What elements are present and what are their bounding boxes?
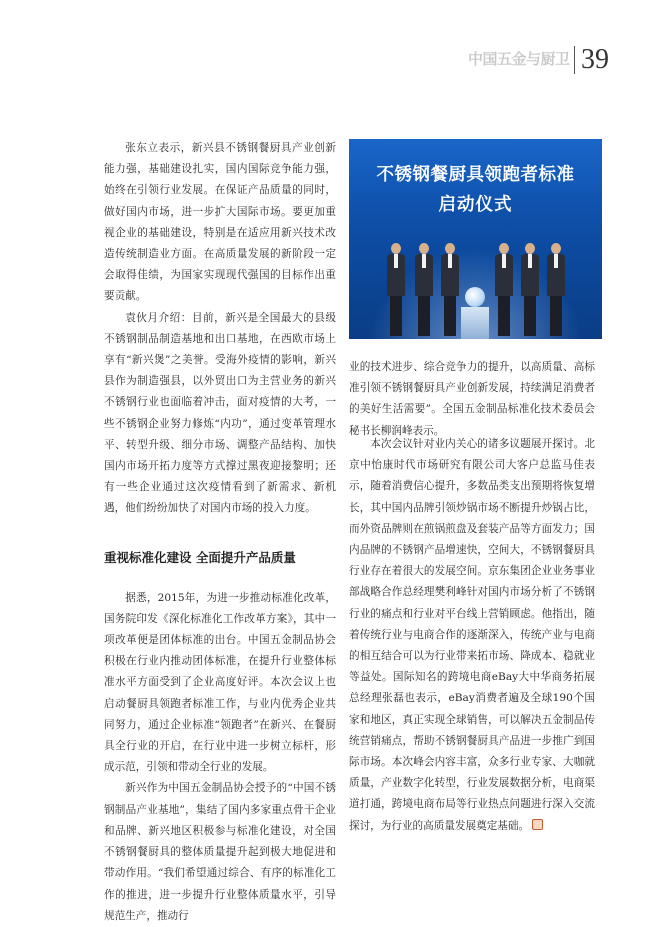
photo-banner-subtitle: 启动仪式 <box>438 195 513 215</box>
page-number: 39 <box>581 44 609 75</box>
paragraph-continuation: 业的技术进步、综合竞争力的提升，以高质量、高标准引领不锈钢餐厨具产业创新发展，持续满足消费者的美好生活需要”。全国五金制品标准化技术委员会秘书长柳润峰表示。 <box>349 361 595 437</box>
person-figure <box>387 243 405 339</box>
paragraph: 张东立表示，新兴县不锈钢餐厨具产业创新能力强，基础建设扎实，国内国际竞争能力强，始终在引领行业发展。在保证产品质量的同时，做好国内市场，进一步扩大国际市场。要更加重视企业的基础建设，特别是在适应用新兴技术改造传统制造业方面。在高质量发展的新阶段一定会取得佳绩，为国家实现现代强国的目标作出重要贡献。 <box>104 142 336 303</box>
paragraph: 新兴作为中国五金制品协会授予的“中国不锈钢制品产业基地”，集结了国内多家重点骨干企业和品牌、新兴地区积极参与标准化建设，对全国不锈钢餐厨具的整体质量提升起到极大地促进和带动作用。“我们希望通过综合、有序的标准化工作的推进，进一步提升行业整体质量水平，引导规范生产，推动行 <box>104 782 336 922</box>
person-figure <box>495 243 513 339</box>
person-figure <box>441 243 459 339</box>
header-divider <box>574 46 575 74</box>
event-photo <box>349 139 602 339</box>
photo-banner-title: 不锈钢餐厨具领跑者标准 <box>376 165 575 185</box>
magazine-brand: 中国五金与厨卫 <box>468 50 570 68</box>
article-end-icon <box>532 819 543 830</box>
paragraph: 袁伙月介绍：目前，新兴是全国最大的县级不锈钢制品制造基地和出口基地，在西欧市场上享有“新兴煲”之美誉。受海外疫情的影响，新兴县作为制造强县，以外贸出口为主营业务的新兴不锈钢行业也面临着冲击，面对疫情的大考，一些不锈钢企业努力修炼“内功”，通过变革管理水平、转型升级、细分市场、调整产品结构、加快国内市场开拓力度等方式撑过黑夜迎接黎明；还有一些企业通过这次疫情看到了新需求、新机遇，他们纷纷加快了对国内市场的投入力度。 <box>104 311 336 515</box>
person-figure <box>547 243 565 339</box>
person-figure <box>521 243 539 339</box>
paragraph: 据悉，2015年，为进一步推动标准化改革，国务院印发《深化标准化工作改革方案》，其中一项改革便是团体标准的出台。中国五金制品协会积极在行业内推动团体标准，在提升行业整体标准水平方面受到了企业高度好评。本次会议上也启动餐厨具领跑者标准工作，与业内优秀企业共同努力，通过企业标准“领跑者”在新兴、在餐厨具全行业的开启，在行业中进一步树立标杆，形成示范，引领和带动全行业的发展。 <box>104 591 336 774</box>
launch-orb <box>465 287 485 307</box>
right-column <box>349 434 595 837</box>
paragraph-text: 本次会议针对业内关心的诸多议题展开探讨。北京中怡康时代市场研究有限公司大客户总监马佳表示，随着消费信心提升，多数品类支出预期将恢复增长，其中国内品牌引领炒锅市场不断提升炒锅占比，而外资品牌则在煎锅煎盘及套装产品等方面发力；国内品牌的不锈钢产品增速快，空间大，不锈钢餐厨具行业存在着很大的发展空间。京东集团企业业务事业部战略合作总经理樊利峰针对国内市场分析了不锈钢行业的痛点和行业对平台线上营销顾虑。他指出，随着传统行业与电商合作的逐渐深入，传统产业与电商的相互结合可以为行业带来拓市场、降成本、稳就业等益处。国际知名的跨境电商eBay大中华商务拓展总经理张磊也表示，eBay消费者遍及全球190个国家和地区，真正实现全球销售，可以解决五金制品传统营销痛点，帮助不锈钢餐厨具产品进一步推广到国际市场。本次峰会内容丰富，众多行业专家、大咖就质量，产业数字化转型，行业发展数据分析，电商渠道打通，跨境电商布局等行业热点问题进行深入交流探讨，为行业的高质量发展奠定基础。 <box>349 438 595 832</box>
launch-podium <box>461 307 489 339</box>
left-column <box>104 138 336 927</box>
right-column-top <box>349 357 595 442</box>
person-figure <box>415 243 433 339</box>
section-heading: 重视标准化建设 全面提升产品质量 <box>104 549 296 565</box>
paragraph <box>349 434 595 837</box>
